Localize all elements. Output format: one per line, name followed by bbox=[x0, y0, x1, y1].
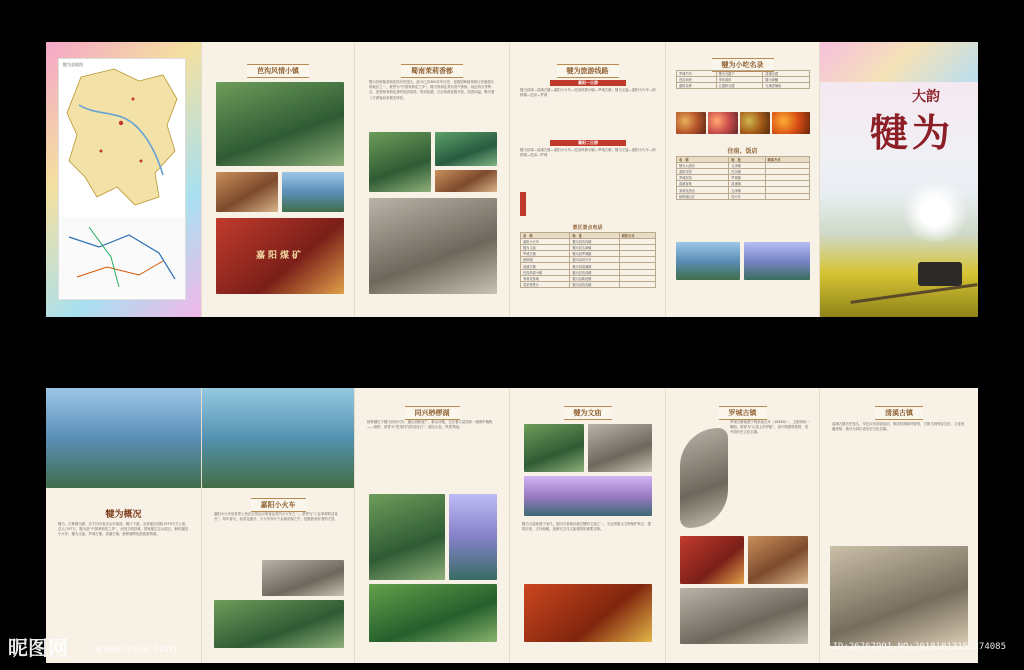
cell: 清溪豆腐 bbox=[763, 71, 810, 77]
hotel-heading: 住宿、饭店 bbox=[727, 148, 758, 155]
cell: 芭沟镇 bbox=[729, 169, 765, 175]
cell: 五通桥豆腐 bbox=[716, 83, 763, 89]
lake-photo bbox=[369, 584, 497, 642]
phone-col-contact: 联系方式 bbox=[619, 233, 655, 239]
phone-col-address: 地 址 bbox=[570, 233, 619, 239]
overview-text: 犍为，古称犍为郡，位于四川省乐山市南部，岷江下游。全县辖区面积1375平方公里，总人口57万，犍为是“中国茉莉花之乡”，全国文明县城，国家级生态示范区，拥有嘉阳小火车、犍为文庙、罗城古镇、清溪古镇、桫椤湖等优质旅游资源。 bbox=[58, 522, 189, 537]
cell: 嘉阳宾馆 bbox=[677, 169, 729, 175]
cell: 犍为大酒店 bbox=[677, 163, 729, 169]
food-photo-2 bbox=[708, 112, 738, 134]
image-id-watermark: ID:26767991 NO:20181013152274085 bbox=[832, 642, 1006, 652]
qingxi-text: 清溪古镇历史悠久，早在汉代即设县治，明清时期商贸繁荣，古街古巷保存完好，文化底蕴深厚，被评为四川省历史文化名镇。 bbox=[832, 422, 965, 432]
qingxi-panel bbox=[820, 388, 978, 663]
cell: 清溪镇 bbox=[729, 181, 765, 187]
brochure-back-sheet bbox=[46, 388, 978, 663]
ceremony-photo bbox=[524, 584, 652, 642]
cover-title-small: 大韵 bbox=[912, 89, 940, 105]
waterfall-photo bbox=[449, 494, 497, 580]
route-one-day-label: 嘉阳一日游 bbox=[550, 80, 626, 86]
rail-track bbox=[850, 283, 977, 304]
cell: 罗城宾馆 bbox=[677, 175, 729, 181]
cell: 罗城古镇 bbox=[521, 251, 570, 257]
suoluo-text: 桫椤湖位于犍为县同兴乡，湖区面积宽广，群山环抱，生长着大量国家一级保护植物——桫椤，被誉为“恐龙时代的活化石”，湖光山色，风景秀丽。 bbox=[367, 420, 493, 430]
cover-title-big: 犍为 bbox=[870, 110, 955, 155]
temple-text: 犍为文庙始建于宋代，是四川省保存最完整的文庙之一，为全国重点文物保护单位，建筑宏伟，古朴典雅，是研究古代文庙建筑的重要实物。 bbox=[522, 522, 651, 532]
route-two-day-label: 嘉阳二日游 bbox=[550, 140, 626, 146]
phone-title: 景区景点电话 bbox=[572, 225, 603, 231]
old-street-photo bbox=[748, 536, 808, 584]
route-map bbox=[59, 217, 185, 297]
overview-heading: 犍为概况 bbox=[105, 510, 142, 520]
hotel-table bbox=[676, 156, 810, 200]
cell: 清溪客栈 bbox=[677, 181, 729, 187]
cell: 犍为县芭沟镇 bbox=[570, 239, 619, 245]
steam-train-heading: 嘉阳小火车 bbox=[202, 498, 354, 512]
mine-gate-photo bbox=[216, 218, 344, 294]
phone-table bbox=[520, 232, 656, 288]
map-title: 犍为县地图 bbox=[63, 62, 83, 67]
nipic-url: www.nipic.com bbox=[94, 642, 177, 655]
tea-village-photo bbox=[369, 198, 497, 294]
temple-gate-photo bbox=[524, 424, 584, 472]
cell: 嘉阳小火车 bbox=[521, 239, 570, 245]
hotel-col-name: 名 称 bbox=[677, 157, 729, 163]
tea-house-photo bbox=[435, 170, 497, 192]
cell: 桫椤湖山庄 bbox=[677, 193, 729, 199]
temple-heading: 犍为文庙 bbox=[510, 406, 665, 420]
cell: 清溪古镇 bbox=[521, 263, 570, 269]
cell bbox=[619, 281, 655, 287]
city-aerial-photo bbox=[46, 388, 202, 488]
city-aerial-photo-right bbox=[202, 388, 355, 488]
cell: 犍为文庙 bbox=[521, 245, 570, 251]
route-tag-bar bbox=[520, 192, 526, 216]
old-building-photo bbox=[216, 172, 278, 212]
temple-courtyard-photo bbox=[524, 476, 652, 516]
table-row bbox=[677, 193, 810, 199]
pickers-photo bbox=[435, 132, 497, 166]
steam-train-panel bbox=[202, 388, 355, 663]
cell: 罗城镇 bbox=[729, 175, 765, 181]
cover-gradient-band bbox=[820, 42, 978, 82]
cell: 茉莉花基地 bbox=[521, 275, 570, 281]
routes-panel bbox=[510, 42, 666, 317]
food-photo-1 bbox=[676, 112, 706, 134]
table-row bbox=[521, 281, 656, 287]
cell: 茉莉花酒店 bbox=[677, 187, 729, 193]
cell: 犍为黄鳝 bbox=[763, 77, 810, 83]
train-interior-photo bbox=[262, 560, 344, 596]
snack-heading: 犍为小吃名录 bbox=[666, 58, 819, 72]
hotel-photo-2 bbox=[744, 242, 810, 280]
food-lodging-panel bbox=[666, 42, 820, 317]
qingxi-rooftops-photo bbox=[830, 546, 968, 646]
cell: 罗城牛肉 bbox=[677, 71, 717, 77]
food-photo-4 bbox=[772, 112, 810, 134]
jasmine-text: 犍为县种植茉莉花的历史悠久，距今已有300多年历史，是我国种植茉莉历史最悠久的地区之一，被誉为“中国茉莉花之乡”。犍为茉莉花具有香气浓郁、纯正持久等特点，是窨制茉莉花茶的优质原料。每到花期，万亩茉莉竞相开放，清香四溢，吸引着八方游客前来观光体验。 bbox=[369, 80, 495, 100]
cell: 同兴乡 bbox=[729, 193, 765, 199]
cell: 犍为县芭沟镇 bbox=[570, 281, 619, 287]
temple-arch-photo bbox=[588, 424, 652, 472]
hotel-col-address: 地 址 bbox=[729, 157, 765, 163]
luocheng-text: 罗城古镇始建于明崇祯元年（1628年），主街形似一艘船，被誉为“山顶上的旱船”，凉厅街建筑独特，是中国历史文化名镇。 bbox=[730, 420, 810, 435]
cover-panel bbox=[820, 42, 978, 317]
suoluo-heading: 同兴桫椤湖 bbox=[355, 406, 509, 420]
luocheng-panel bbox=[666, 388, 820, 663]
suoluo-lake-panel bbox=[355, 388, 510, 663]
tourists-photo bbox=[282, 172, 344, 212]
cell: 犍为县罗城镇 bbox=[570, 251, 619, 257]
cell: 芭沟米粉 bbox=[677, 77, 717, 83]
cell: 石溪香辣鱼 bbox=[763, 83, 810, 89]
route-two-day-text: 犍为县城—清溪古镇—嘉阳小火车—芭沟风情小镇—罗城古镇；犍为文庙—嘉阳小火车—桫椤湖—芭沟—罗城 bbox=[520, 148, 656, 158]
bagou-heading: 芭沟风情小镇 bbox=[202, 64, 354, 78]
tea-field-photo bbox=[369, 132, 431, 192]
cell: 玉津镇 bbox=[729, 187, 765, 193]
market-photo bbox=[680, 536, 744, 584]
luocheng-heading: 罗城古镇 bbox=[666, 406, 819, 420]
terrace-field-photo bbox=[214, 600, 344, 648]
table-row bbox=[677, 83, 810, 89]
cell: 犍为县新民镇 bbox=[570, 275, 619, 281]
county-map bbox=[58, 58, 186, 300]
jasmine-heading: 蜀南茉莉香都 bbox=[355, 64, 509, 78]
cell: 桫椤湖 bbox=[521, 257, 570, 263]
snack-table bbox=[676, 70, 810, 89]
hotel-photo-1 bbox=[676, 242, 740, 280]
boat-street-aerial-photo bbox=[680, 428, 728, 528]
map-region-shape bbox=[59, 65, 185, 215]
cell: 菜花观景台 bbox=[521, 281, 570, 287]
cell: 嘉阳烧烤 bbox=[677, 83, 717, 89]
cell: 犍为豆腐干 bbox=[716, 71, 763, 77]
cell: 犍为县玉津镇 bbox=[570, 245, 619, 251]
phone-col-name: 名 称 bbox=[521, 233, 570, 239]
nipic-logo: 昵图网 bbox=[8, 636, 68, 660]
mine-gate-sign: 嘉阳煤矿 bbox=[255, 251, 304, 261]
bagou-street-photo bbox=[216, 82, 344, 166]
confucius-temple-panel bbox=[510, 388, 666, 663]
cell: 犍为县清溪镇 bbox=[570, 263, 619, 269]
cell: 犍为县芭沟镇 bbox=[570, 269, 619, 275]
steam-train-text: 嘉阳小火车是世界上仍在正常运行的客运蒸汽小火车之一，被誉为“工业革命的活化石”。每年春天，油菜花盛开，小火车穿行于金黄花海之中，是摄影爱好者的天堂。 bbox=[214, 512, 338, 522]
forest-photo bbox=[369, 494, 445, 580]
cell: 犍为县同兴乡 bbox=[570, 257, 619, 263]
bagou-town-panel bbox=[202, 42, 355, 317]
cell bbox=[765, 193, 809, 199]
brochure-front-sheet bbox=[46, 42, 978, 317]
cell: 玉津镇 bbox=[729, 163, 765, 169]
cell: 芭沟风情小镇 bbox=[521, 269, 570, 275]
route-one-day-text: 犍为县城—清溪古镇—嘉阳小火车—芭沟风情小镇—罗城古镇；犍为文庙—嘉阳小火车—桫椤湖—芭沟—罗城 bbox=[520, 88, 656, 98]
overview-panel bbox=[46, 388, 202, 663]
steam-cloud bbox=[900, 182, 970, 242]
steam-train-shape bbox=[918, 262, 962, 286]
food-photo-3 bbox=[740, 112, 770, 134]
qingxi-heading: 清溪古镇 bbox=[820, 406, 978, 420]
jasmine-panel bbox=[355, 42, 510, 317]
map-panel bbox=[46, 42, 202, 317]
hotel-col-contact: 联系方式 bbox=[765, 157, 809, 163]
town-street-photo bbox=[680, 588, 808, 644]
routes-heading: 犍为旅游线路 bbox=[510, 64, 665, 78]
cell: 孝姑薄饼 bbox=[716, 77, 763, 83]
